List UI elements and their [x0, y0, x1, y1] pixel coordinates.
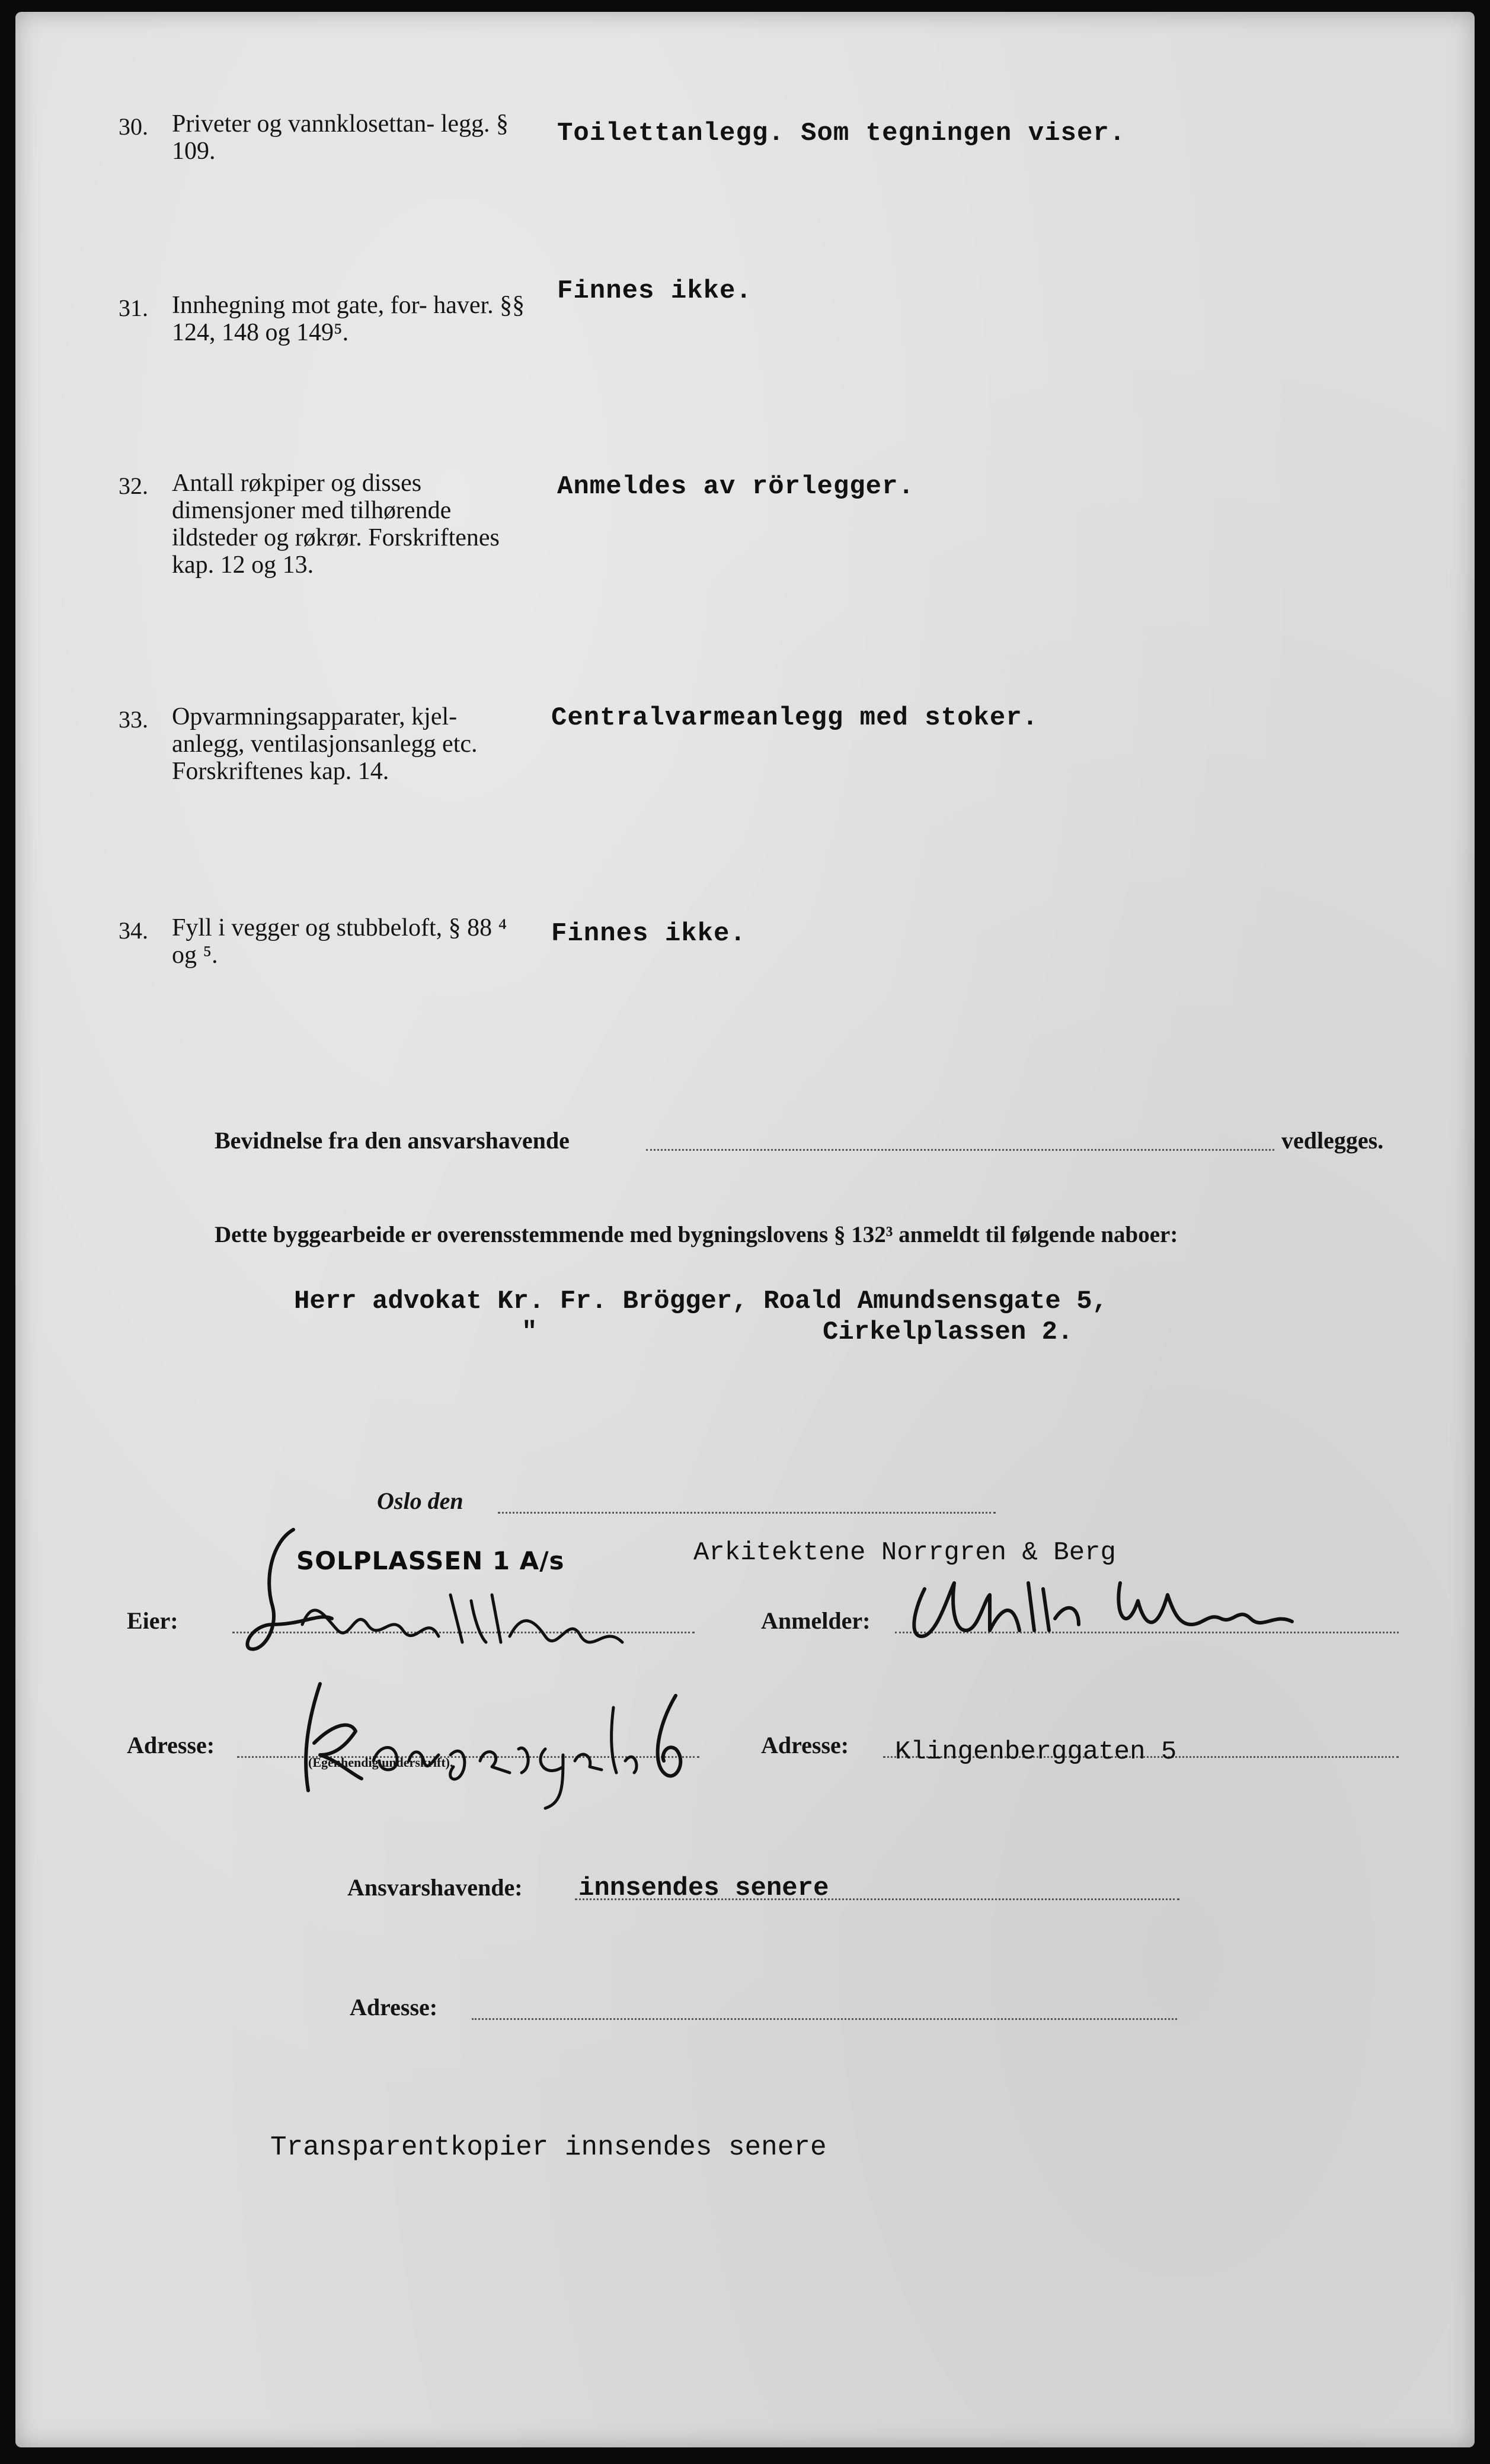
- eier-adresse-label: Adresse:: [127, 1732, 215, 1758]
- item-33-text: Opvarmningsapparater, kjel- anlegg, ventilasjonsanlegg etc. Forskriftenes kap. 14.: [172, 703, 478, 785]
- naboer-line2: Cirkelplassen 2.: [823, 1317, 1073, 1347]
- anmelder-label: Anmelder:: [761, 1607, 871, 1634]
- anmelder-adresse-label: Adresse:: [761, 1732, 849, 1758]
- item-34-answer: Finnes ikke.: [551, 919, 746, 949]
- item-32-number: 32.: [119, 473, 148, 499]
- item-30-text: Priveter og vannklosettan- legg. § 109.: [172, 110, 509, 165]
- item-34-number: 34.: [119, 917, 148, 944]
- egenhendig-underskrift: (Egenhendig underskrift).: [308, 1755, 453, 1770]
- ansvarshavende-value: innsendes senere: [578, 1873, 829, 1903]
- item-31-answer: Finnes ikke.: [557, 276, 752, 306]
- item-30-answer: Toilettanlegg. Som tegningen viser.: [557, 119, 1126, 148]
- oslo-den-label: Oslo den: [377, 1488, 463, 1514]
- item-31-text: Innhegning mot gate, for- haver. §§ 124, 148 og 149⁵.: [172, 292, 525, 346]
- bevidnelse-suffix: vedlegges.: [1281, 1127, 1384, 1154]
- anmelder-firm: Arkitektene Norrgren & Berg: [693, 1538, 1116, 1568]
- eier-adresse-handwriting: [284, 1672, 711, 1814]
- eier-stamp: SOLPLASSEN 1 A/s: [296, 1546, 565, 1575]
- naboer-line1: Herr advokat Kr. Fr. Brögger, Roald Amundsensgate 5,: [294, 1287, 1108, 1316]
- anmelder-adresse-value: Klingenberggaten 5: [895, 1737, 1177, 1767]
- item-30-number: 30.: [119, 113, 148, 140]
- eier-label: Eier:: [127, 1607, 178, 1634]
- bevidnelse-label: Bevidnelse fra den ansvarshavende: [215, 1127, 570, 1154]
- item-33-number: 33.: [119, 706, 148, 733]
- ansvarshavende-label: Ansvarshavende:: [347, 1874, 523, 1901]
- transparentkopier-note: Transparentkopier innsendes senere: [270, 2132, 827, 2163]
- item-32-answer: Anmeldes av rörlegger.: [557, 472, 915, 502]
- adresse2-line: [472, 2018, 1177, 2020]
- naboer-statement: Dette byggearbeide er overensstemmende med bygningslovens § 132³ anmeldt til følgende naboer:: [215, 1222, 1178, 1247]
- adresse2-label: Adresse:: [350, 1994, 438, 2021]
- anmelder-signature: [901, 1565, 1316, 1654]
- bevidnelse-line: [646, 1149, 1274, 1151]
- naboer-ditto: ": [522, 1317, 538, 1347]
- item-34-text: Fyll i vegger og stubbeloft, § 88 ⁴ og ⁵.: [172, 914, 507, 969]
- item-32-text: Antall røkpiper og disses dimensjoner med tilhørende ildsteder og røkrør. Forskriftenes kap. 12 og 13.: [172, 470, 500, 579]
- item-33-answer: Centralvarmeanlegg med stoker.: [551, 703, 1039, 733]
- item-31-number: 31.: [119, 295, 148, 321]
